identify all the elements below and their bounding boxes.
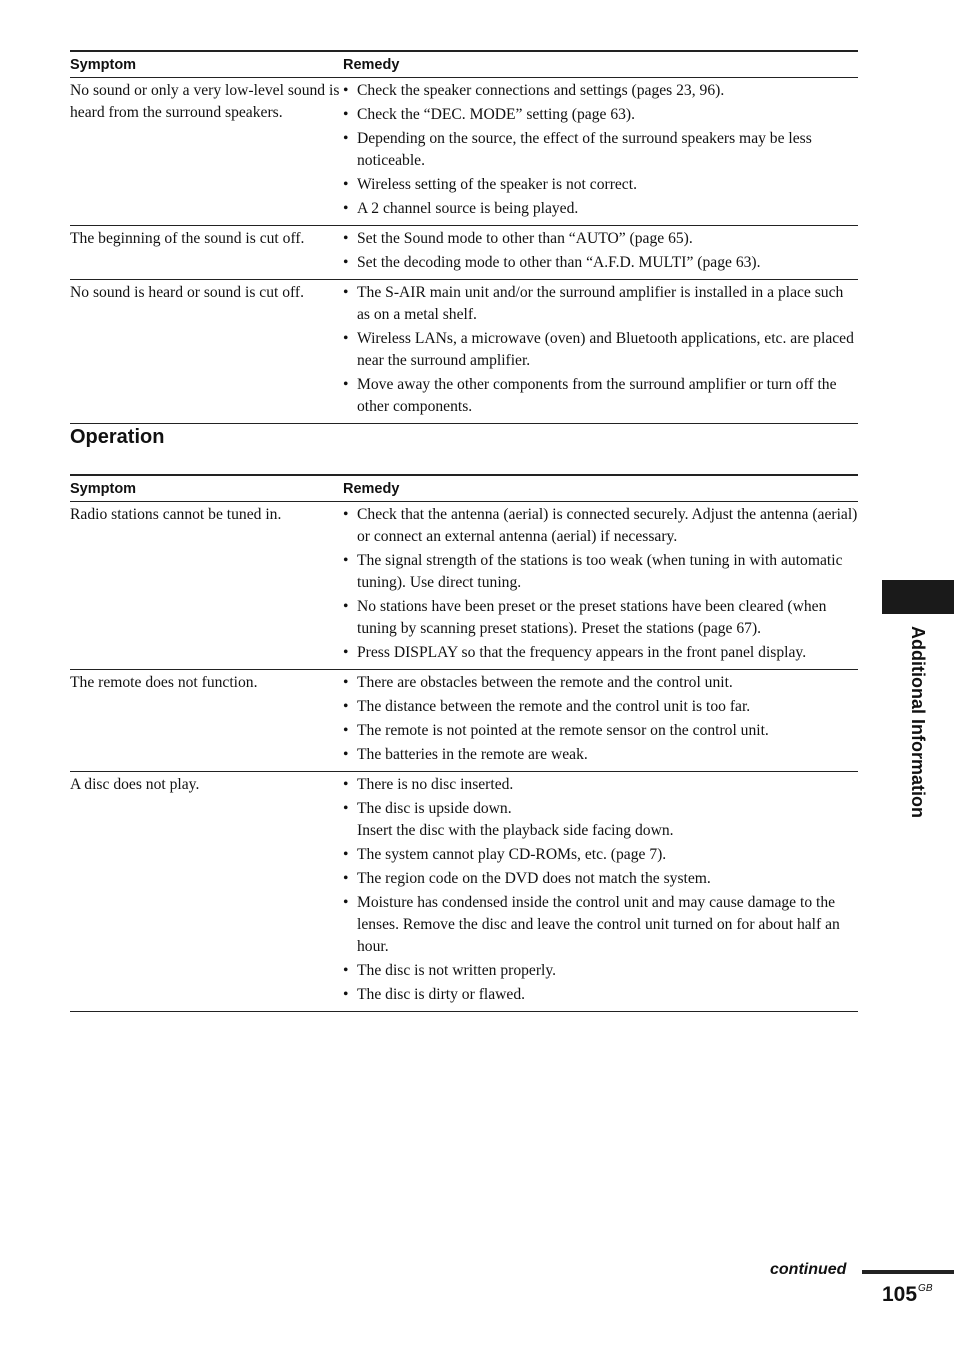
bullet-icon: • <box>343 506 349 523</box>
remedy-item <box>343 128 858 172</box>
bullet-icon: • <box>343 130 349 147</box>
remedy-item <box>343 642 858 664</box>
remedy-text: There is no disc inserted. <box>357 776 514 793</box>
troubleshooting-table-sound <box>70 50 858 424</box>
remedy-item <box>343 282 858 326</box>
remedy-cell <box>343 774 858 1008</box>
symptom-cell: No sound is heard or sound is cut off. <box>70 284 305 301</box>
section-title-operation: Operation <box>70 426 165 448</box>
troubleshooting-table-operation <box>70 474 858 1012</box>
remedy-text: Move away the other components from the surround amplifier or turn off the other components. <box>357 376 837 415</box>
symptom-cell: Radio stations cannot be tuned in. <box>70 506 282 523</box>
bullet-icon: • <box>343 598 349 615</box>
remedy-text: The signal strength of the stations is too weak (when tuning in with automatic tuning). Use direct tuning. <box>357 552 843 591</box>
bullet-icon: • <box>343 698 349 715</box>
remedy-header: Remedy <box>343 480 400 497</box>
remedy-text: The system cannot play CD-ROMs, etc. (page 7). <box>357 846 667 863</box>
bullet-icon: • <box>343 106 349 123</box>
remedy-item <box>343 174 858 196</box>
remedy-cell <box>343 80 858 222</box>
remedy-cell <box>343 228 858 276</box>
remedy-text: No stations have been preset or the preset stations have been cleared (when tuning by scanning preset stations). Preset the stations (page 67). <box>357 598 827 637</box>
bullet-icon: • <box>343 200 349 217</box>
remedy-text: Depending on the source, the effect of the surround speakers may be less noticeable. <box>357 130 812 169</box>
remedy-text: Check the speaker connections and settings (pages 23, 96). <box>357 82 725 99</box>
bullet-icon: • <box>343 644 349 661</box>
remedy-item <box>343 550 858 594</box>
continued-rule <box>862 1270 954 1274</box>
bullet-icon: • <box>343 376 349 393</box>
bullet-icon: • <box>343 776 349 793</box>
bullet-icon: • <box>343 800 349 817</box>
remedy-item <box>343 984 858 1006</box>
remedy-cell <box>343 672 858 768</box>
table-row <box>70 226 858 280</box>
remedy-item <box>343 504 858 548</box>
remedy-text: The remote is not pointed at the remote sensor on the control unit. <box>357 722 769 739</box>
continued-label: continued <box>770 1261 847 1278</box>
remedy-text: Check the “DEC. MODE” setting (page 63). <box>357 106 636 123</box>
page-number-value: 105 <box>882 1283 918 1306</box>
remedy-text: Set the Sound mode to other than “AUTO” (page 65). <box>357 230 693 247</box>
bullet-icon: • <box>343 722 349 739</box>
bullet-icon: • <box>343 330 349 347</box>
bullet-icon: • <box>343 986 349 1003</box>
symptom-header: Symptom <box>70 56 137 73</box>
remedy-text: Set the decoding mode to other than “A.F.D. MULTI” (page 63). <box>357 254 761 271</box>
remedy-text: Press DISPLAY so that the frequency appears in the front panel display. <box>357 644 807 661</box>
bullet-icon: • <box>343 176 349 193</box>
remedy-text: The distance between the remote and the control unit is too far. <box>357 698 751 715</box>
bullet-icon: • <box>343 746 349 763</box>
remedy-text: The S-AIR main unit and/or the surround amplifier is installed in a place such as on a metal shelf. <box>357 284 844 323</box>
bullet-icon: • <box>343 870 349 887</box>
remedy-text: The disc is upside down. Insert the disc with the playback side facing down. <box>357 800 674 839</box>
remedy-item <box>343 252 858 274</box>
remedy-item <box>343 596 858 640</box>
table-header <box>70 50 858 78</box>
bullet-icon: • <box>343 846 349 863</box>
table-row <box>70 78 858 226</box>
remedy-item <box>343 960 858 982</box>
remedy-cell <box>343 282 858 420</box>
symptom-header: Symptom <box>70 480 137 497</box>
page-number-suffix: GB <box>918 1283 933 1294</box>
bullet-icon: • <box>343 284 349 301</box>
remedy-item <box>343 328 858 372</box>
remedy-item <box>343 104 858 126</box>
remedy-text: Moisture has condensed inside the control unit and may cause damage to the lenses. Remove the disc and leave the control unit turned on for about half an hour. <box>357 894 840 955</box>
remedy-item <box>343 374 858 418</box>
chapter-tab-marker <box>882 580 954 614</box>
remedy-text: The disc is dirty or flawed. <box>357 986 526 1003</box>
remedy-item <box>343 696 858 718</box>
bullet-icon: • <box>343 254 349 271</box>
remedy-item <box>343 868 858 890</box>
remedy-item <box>343 798 858 842</box>
remedy-text: A 2 channel source is being played. <box>357 200 579 217</box>
table-row <box>70 280 858 424</box>
remedy-cell <box>343 504 858 666</box>
table-row <box>70 670 858 772</box>
table-header <box>70 474 858 502</box>
remedy-item <box>343 198 858 220</box>
bullet-icon: • <box>343 894 349 911</box>
bullet-icon: • <box>343 552 349 569</box>
remedy-text: Wireless LANs, a microwave (oven) and Bluetooth applications, etc. are placed near the surround amplifier. <box>357 330 854 369</box>
remedy-item <box>343 844 858 866</box>
remedy-item <box>343 720 858 742</box>
bullet-icon: • <box>343 230 349 247</box>
remedy-header: Remedy <box>343 56 400 73</box>
chapter-tab-label: Additional Information <box>908 626 928 818</box>
bullet-icon: • <box>343 674 349 691</box>
page-number <box>882 1283 933 1307</box>
bullet-icon: • <box>343 962 349 979</box>
remedy-item <box>343 774 858 796</box>
symptom-cell: No sound or only a very low-level sound is heard from the surround speakers. <box>70 82 340 121</box>
remedy-item <box>343 672 858 694</box>
remedy-text: There are obstacles between the remote and the control unit. <box>357 674 733 691</box>
bullet-icon: • <box>343 82 349 99</box>
symptom-cell: A disc does not play. <box>70 776 200 793</box>
remedy-text: Check that the antenna (aerial) is connected securely. Adjust the antenna (aerial) or connect an external antenna (aerial) if necessary. <box>357 506 858 545</box>
symptom-cell: The beginning of the sound is cut off. <box>70 230 305 247</box>
table-row <box>70 772 858 1012</box>
remedy-text: The batteries in the remote are weak. <box>357 746 588 763</box>
remedy-item <box>343 228 858 250</box>
remedy-item <box>343 744 858 766</box>
remedy-text: The region code on the DVD does not match the system. <box>357 870 711 887</box>
remedy-item <box>343 892 858 958</box>
table-row <box>70 502 858 670</box>
remedy-text: Wireless setting of the speaker is not correct. <box>357 176 637 193</box>
remedy-text: The disc is not written properly. <box>357 962 557 979</box>
remedy-item <box>343 80 858 102</box>
symptom-cell: The remote does not function. <box>70 674 258 691</box>
